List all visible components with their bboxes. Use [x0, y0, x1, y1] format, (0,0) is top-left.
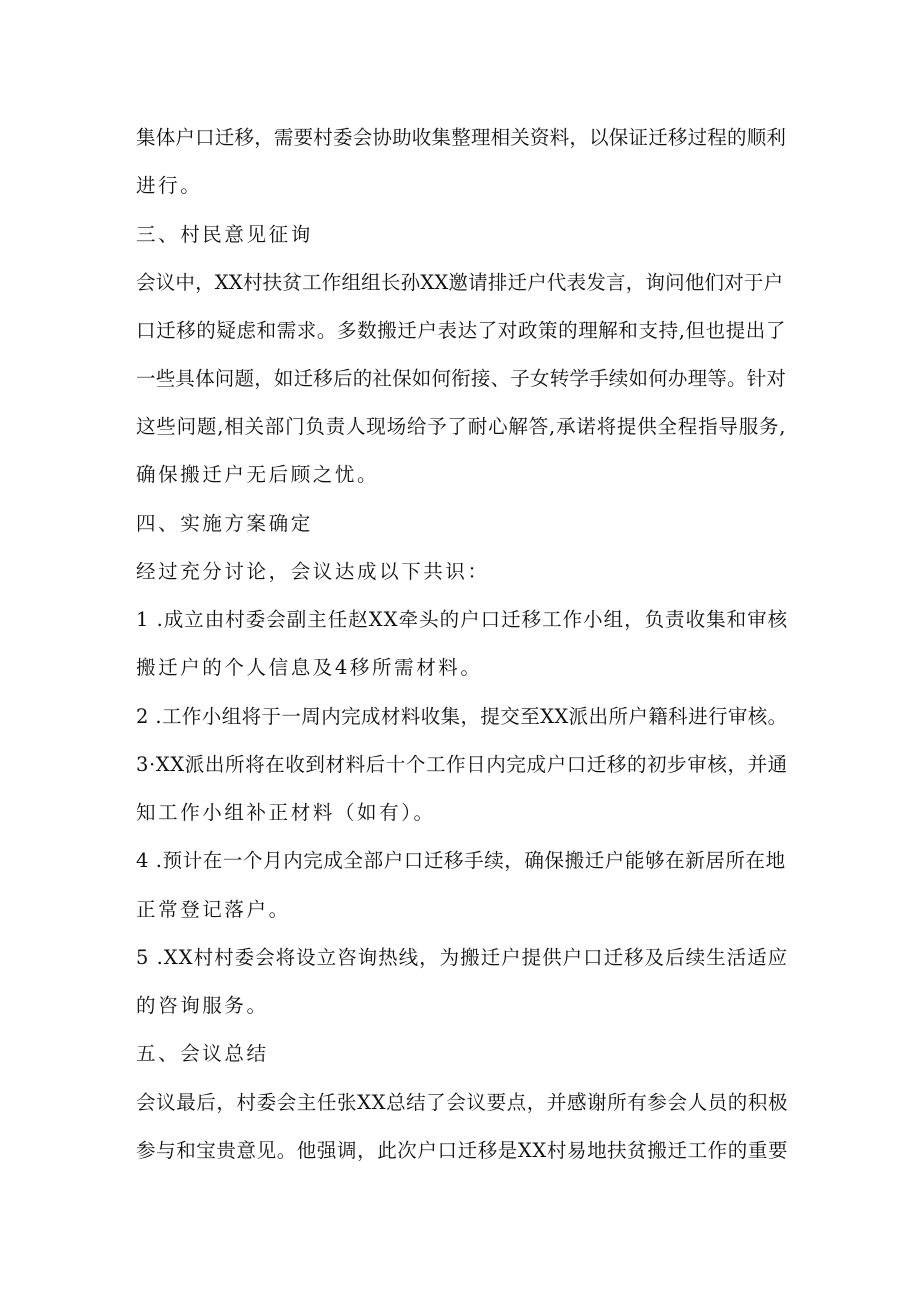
paragraph-line: 会议最后，村委会主任张XX总结了会议要点，并感谢所有参会人员的积极	[136, 1091, 789, 1114]
list-item-line: 2 .工作小组将于一周内完成材料收集，提交至XX派出所户籍科进行审核。	[136, 705, 788, 728]
section-heading: 五、会议总结	[136, 1042, 269, 1065]
paragraph-line: 这些问题,相关部门负责人现场给予了耐心解答,承诺将提供全程指导服务,	[136, 415, 787, 438]
paragraph-line: 口迁移的疑虑和需求。多数搬迁户表达了对政策的理解和支持,但也提出了	[136, 319, 786, 342]
section-heading: 四、实施方案确定	[136, 512, 313, 535]
list-item-line: 知工作小组补正材料（如有）。	[136, 801, 436, 824]
paragraph-line: 会议中，XX村扶贫工作组组长孙XX邀请排迁户代表发言，询问他们对于户	[136, 271, 784, 294]
paragraph-line: 集体户口迁移，需要村委会协助收集整理相关资料，以保证迁移过程的顺利	[136, 126, 787, 149]
paragraph-line: 一些具体问题，如迁移后的社保如何衔接、子女转学手续如何办理等。针对	[136, 367, 787, 390]
list-item-line: 正常登记落户。	[136, 898, 291, 921]
list-item-line: 5 .XX村村委会将设立咨询热线，为搬迁户提供户口迁移及后续生活适应	[136, 946, 789, 969]
paragraph-line: 进行。	[136, 174, 203, 197]
paragraph-line: 参与和宝贵意见。他强调，此次户口迁移是XX村易地扶贫搬迁工作的重要	[136, 1139, 789, 1162]
list-item-line: 搬迁户的个人信息及4移所需材料。	[136, 656, 483, 679]
list-item-line: 4 .预计在一个月内完成全部户口迁移手续，确保搬迁户能够在新居所在地	[136, 849, 786, 872]
paragraph-line: 经过充分讨论，会议达成以下共识：	[136, 560, 490, 583]
list-item-line: 的咨询服务。	[136, 994, 269, 1017]
paragraph-line: 确保搬迁户无后顾之忧。	[136, 463, 380, 486]
section-heading: 三、村民意见征询	[136, 223, 313, 246]
list-item-line: 3·XX派出所将在收到材料后十个工作日内完成户口迁移的初步审核，并通	[136, 753, 788, 776]
list-item-line: 1 .成立由村委会副主任赵XX牵头的户口迁移工作小组，负责收集和审核	[136, 608, 789, 631]
